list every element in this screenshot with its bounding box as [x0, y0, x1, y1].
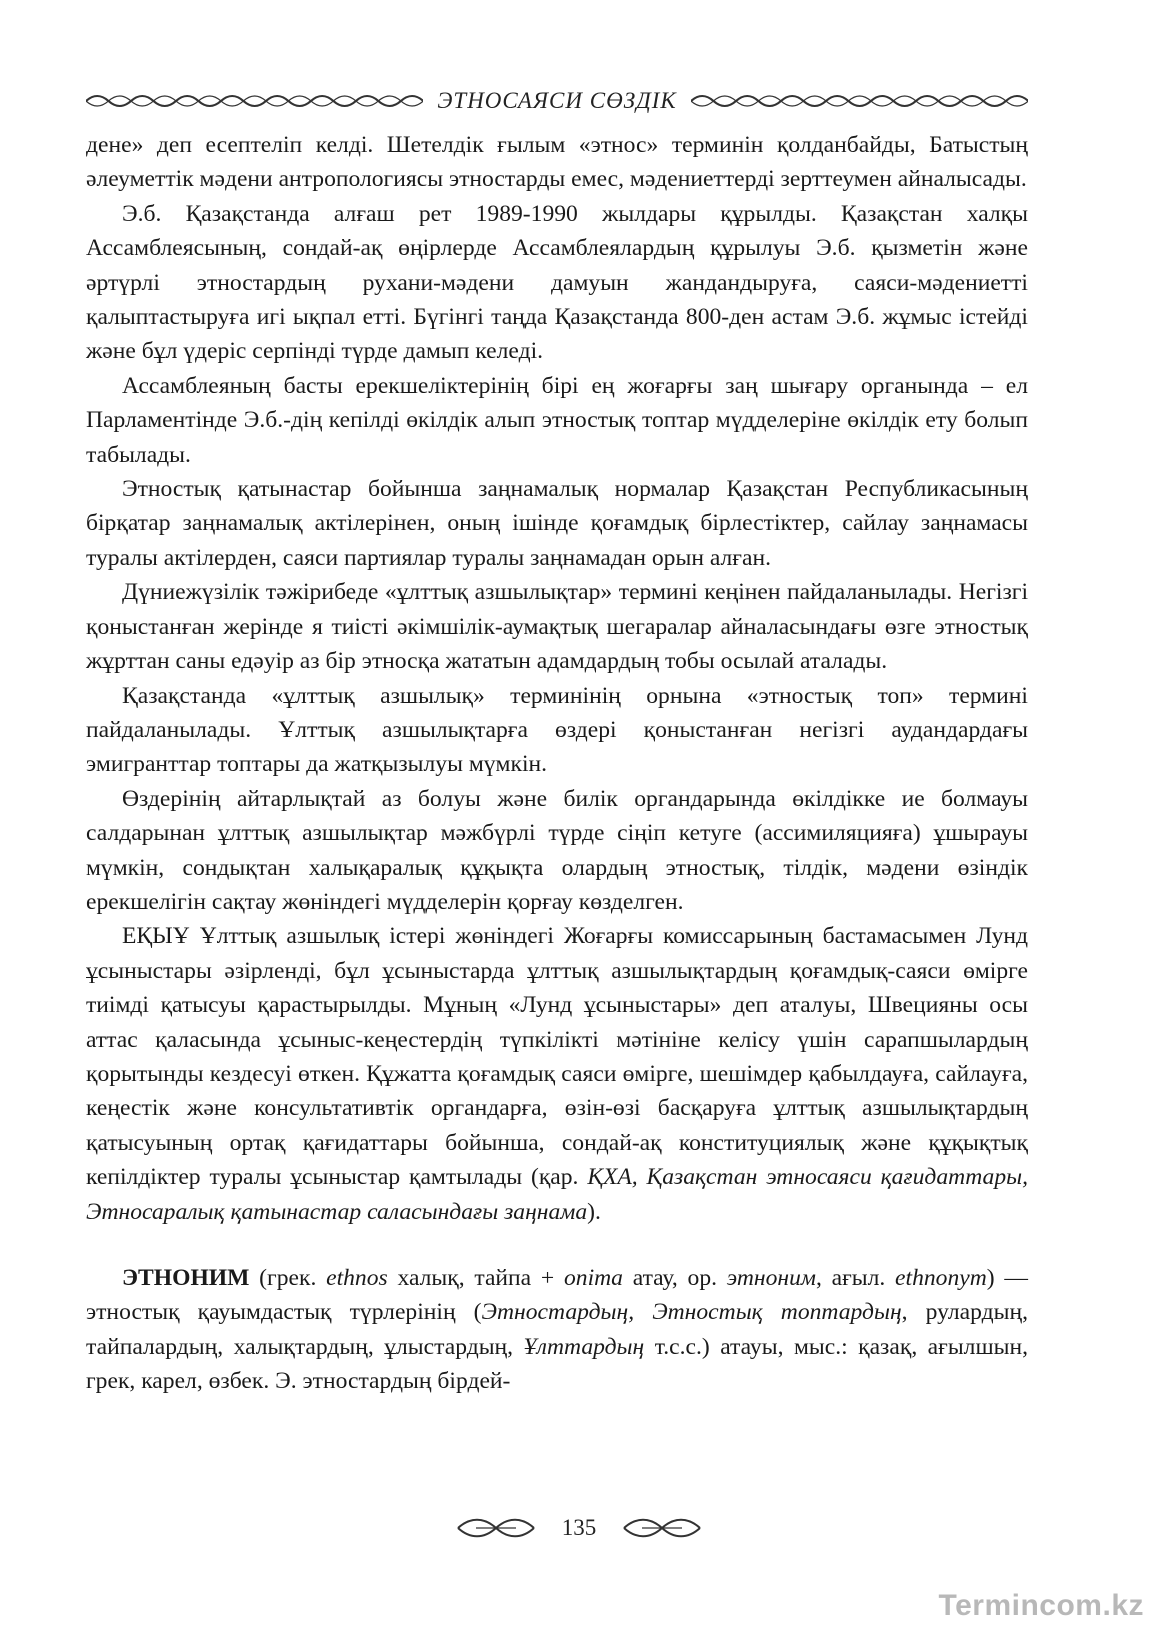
entry-italic: этноним	[726, 1265, 816, 1291]
entry-term: ЭТНОНИМ	[122, 1265, 250, 1291]
paragraph: Қазақстанда «ұлттық азшылық» терминінің орнына «этностық топ» термині пайдаланылады. Ұлттық азшылықтарға өздері қоныстанған негізгі аудандардағы эмигранттар топтары да жатқызылуы мүмкін.	[86, 682, 1028, 778]
page-footer	[0, 1508, 1158, 1548]
paragraph: Өздерінің айтарлықтай аз болуы және билік органдарында өкілдікке ие болмауы салдарынан ұлттық азшылықтар мәжбүрлі түрде сіңіп кетуге (ассимиляцияға) ұшырауы мүмкін, сондықтан халықаралық құқықта олардың этностық, тілдік, мәдени өзіндік ерекшелігін сақтау жөніндегі мүдделерін қорғау көзделген.	[86, 785, 1028, 915]
entry-italic: onima	[563, 1265, 623, 1291]
entry-italic: Этностардың, Этностық топтардың	[481, 1299, 902, 1326]
ornament-right-icon	[691, 90, 1028, 112]
entry-text: ) — этностық қауымдастық түрлерінің (	[86, 1265, 1028, 1326]
entry-text: атау, ор.	[622, 1265, 727, 1291]
page-number: 135	[561, 1515, 597, 1540]
cross-references: ҚХА, Қазақстан этносаяси қағидаттары, Этносаралық қатынастар саласындағы заңнама	[86, 1164, 1028, 1225]
watermark-logo: Termincom.kz	[938, 1589, 1144, 1622]
running-header	[86, 86, 1028, 116]
flourish-right-icon	[622, 1515, 702, 1541]
paragraph-text: ЕҚЫҰ Ұлттық азшылық істері жөніндегі Жоғарғы комиссарының бастамасымен Лунд ұсыныстары әзірленді, бұл ұсыныстарда ұлттық азшылықтардың қоғамдық-саяси өмірге тиімді қатысуы қарастырылды. Мұның «Лунд ұсыныстары» деп аталуы, Швецияны осы аттас қаласында ұсыныс-кеңестердің түпкілікті мәтініне келісу үшін сарапшылардың қорытынды кездесуі өткен. Құжатта қоғамдық саяси өмірге, шешімдер қабылдауға, сайлауға, кеңестік және консультативтік органдарға, өзін-өзі басқаруға ұлттық азшылықтардың қатысуының ортақ қағидаттары бойынша, сондай-ақ конституциялық және құқықтық кепілдіктер туралы ұсыныстар қамтылады (қар.	[86, 923, 1028, 1191]
entry-text: , ағыл.	[815, 1265, 896, 1291]
entry-text: халық, тайпа +	[387, 1265, 564, 1291]
entry-italic: ethnonym	[895, 1265, 987, 1291]
paragraph: дене» деп есептеліп келді. Шетелдік ғылым «этнос» терминін қолданбайды, Батыстың әлеуметтік мәдени антропологиясы этностарды емес, мәдениеттерді зерттеумен айналысады.	[86, 132, 1028, 193]
entry-text: , рулардың, тайпалардың, халықтардың, ұлыстардың,	[86, 1299, 1028, 1360]
ornament-left-icon	[86, 90, 423, 112]
paragraph: Дүниежүзілік тәжірибеде «ұлттық азшылықтар» термині кеңінен пайдаланылады. Негізгі қоныстанған жерінде я тиісті әкімшілік-аумақтық шегаралар айналасындағы өзге этностық жұрттан саны едәуір аз бір этносқа жататын адамдардың тобы осылай аталады.	[86, 579, 1028, 675]
paragraph-end: ).	[587, 1198, 601, 1225]
paragraph: Ассамблеяның басты ерекшеліктерінің бірі ең жоғарғы заң шығару органында – ел Парламентінде Э.б.-дің кепілді өкілдік алып этностық топтар мүдделеріне өкілдік ету болып табылады.	[86, 372, 1028, 468]
flourish-left-icon	[456, 1515, 536, 1541]
page-body	[86, 128, 1028, 1399]
header-title: ЭТНОСАЯСИ СӨЗДІК	[437, 88, 677, 113]
paragraph: Этностық қатынастар бойынша заңнамалық нормалар Қазақстан Республикасының бірқатар заңнамалық актілерінен, оның ішінде қоғамдық бірлестіктер, сайлау заңнамасы туралы актілерден, саяси партиялар туралы заңнамадан орын алған.	[86, 476, 1028, 571]
dictionary-entry	[86, 1261, 1028, 1399]
entry-italic: ethnos	[326, 1265, 388, 1291]
paragraph: Э.б. Қазақстанда алғаш рет 1989-1990 жылдары құрылды. Қазақстан халқы Ассамблеясының, сондай-ақ өңірлерде Ассамблеялардың құрылуы Э.б. қызметін және әртүрлі этностардың рухани-мәдени дамуын жандандыруға, саяси-мәдениетті қалыптастыруға игі ықпал етті. Бүгінгі таңда Қазақстанда 800-ден астам Э.б. жұмыс істейді және бұл үдеріс серпінді түрде дамып келеді.	[86, 200, 1028, 365]
paragraph	[86, 919, 1028, 1229]
entry-text: (грек.	[249, 1265, 327, 1291]
entry-text: т.с.с.) атауы, мыс.: қазақ, ағылшын, грек, карел, өзбек. Э. этностардың бірдей-	[86, 1333, 1028, 1395]
entry-italic: Ұлттардың	[523, 1333, 645, 1360]
